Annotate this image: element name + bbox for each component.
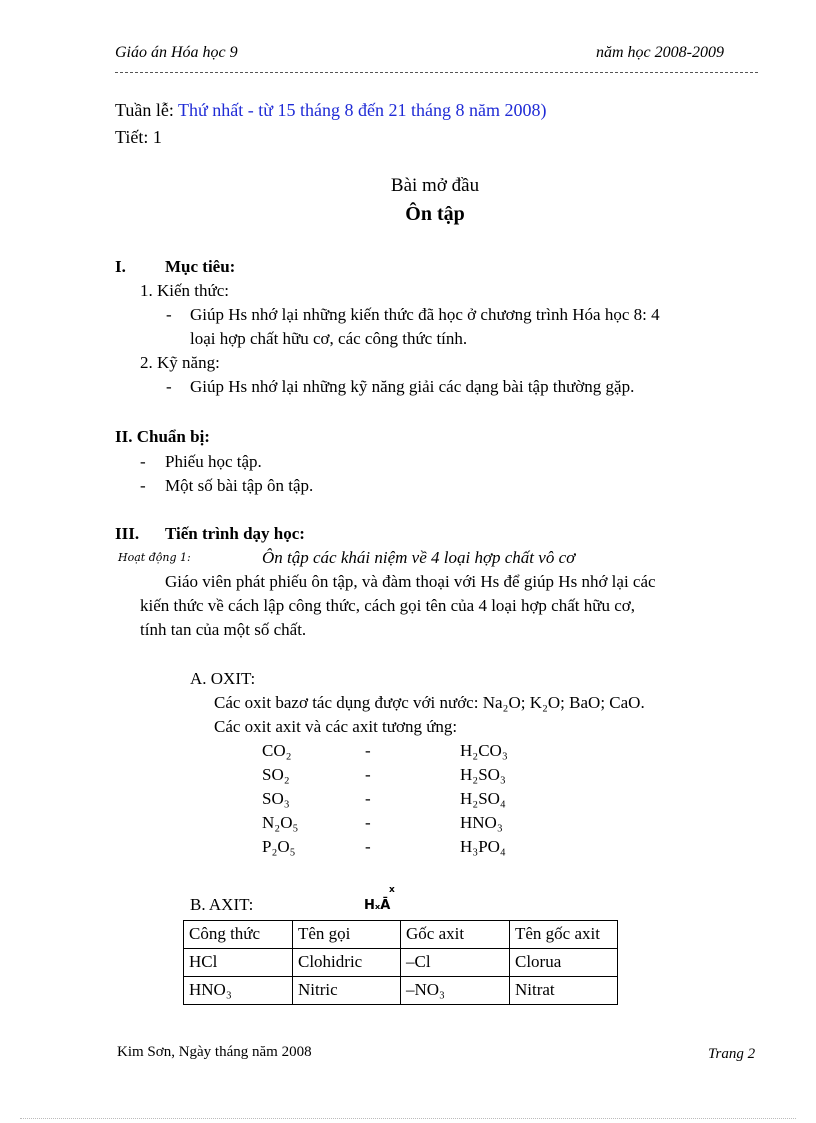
sec1-number: I. <box>115 257 126 276</box>
sec2-title: II. Chuẩn bị: <box>115 427 210 446</box>
oxide-formula: N₂O₅ <box>262 813 299 832</box>
table-row <box>184 949 618 977</box>
table-cell: Clorua <box>510 949 618 977</box>
week-value: Thứ nhất - từ 15 tháng 8 đến 21 tháng 8 năm 2008) <box>178 100 547 120</box>
header-left: Giáo án Hóa học 9 <box>115 44 238 61</box>
acid-formula: H₂SO₃ <box>460 765 506 784</box>
table-row <box>184 977 618 1005</box>
pair-dash: - <box>365 741 371 760</box>
sec1-item1-text1: Giúp Hs nhớ lại những kiến thức đã học ở chương trình Hóa học 8: 4 <box>190 305 660 324</box>
header-divider <box>115 72 758 73</box>
bullet-dash: - <box>140 452 146 471</box>
oxide-formula: CO₂ <box>262 741 292 760</box>
axit-heading: B. AXIT: <box>190 895 254 914</box>
oxit-line1: Các oxit bazơ tác dụng được với nước: Na₂O; K₂O; BaO; CaO. <box>214 693 645 712</box>
table-cell: Clohidric <box>293 949 401 977</box>
header-right: năm học 2008-2009 <box>596 44 724 61</box>
pair-dash: - <box>365 765 371 784</box>
bullet-dash: - <box>140 476 146 495</box>
sec2-bullet2: Một số bài tập ôn tập. <box>165 476 314 495</box>
table-cell: Nitric <box>293 977 401 1005</box>
period: Tiết: 1 <box>115 127 162 147</box>
sec1-item1: 1. Kiến thức: <box>140 281 230 300</box>
sec3-para-line3: tính tan của một số chất. <box>140 620 307 639</box>
table-cell: –NO₃ <box>401 977 510 1005</box>
sec3-para-line1: Giáo viên phát phiếu ôn tập, và đàm thoại với Hs để giúp Hs nhớ lại các <box>165 572 656 591</box>
acid-formula: H₂SO₄ <box>460 789 506 808</box>
pair-dash: - <box>365 837 371 856</box>
activity-title: Ôn tập các khái niệm về 4 loại hợp chất vô cơ <box>262 548 576 567</box>
table-header-cell: Tên gọi <box>293 921 401 949</box>
sec1-item1-text2: loại hợp chất hữu cơ, các công thức tính. <box>190 329 468 348</box>
sec3-title: Tiến trình dạy học: <box>165 524 305 543</box>
acid-table <box>183 920 618 1005</box>
table-header-cell: Gốc axit <box>401 921 510 949</box>
table-cell: HNO₃ <box>184 977 293 1005</box>
oxide-formula: P₂O₅ <box>262 837 296 856</box>
oxit-heading: A. OXIT: <box>190 669 256 688</box>
lesson-subtitle: Ôn tập <box>405 203 465 225</box>
table-header-cell: Tên gốc axit <box>510 921 618 949</box>
lesson-title: Bài mở đầu <box>390 175 480 196</box>
week-line <box>115 100 546 121</box>
acid-formula: H₂CO₃ <box>460 741 508 760</box>
acid-formula: HNO₃ <box>460 813 503 832</box>
acid-formula: H₃PO₄ <box>460 837 506 856</box>
sec3-number: III. <box>115 524 140 543</box>
table-cell: Nitrat <box>510 977 618 1005</box>
acid-general-formula: HₓĀ <box>364 898 391 913</box>
bullet-dash: - <box>166 305 172 324</box>
sec3-para-line2: kiến thức về cách lập công thức, cách gọi tên của 4 loại hợp chất hữu cơ, <box>140 596 635 615</box>
week-label: Tuần lễ: <box>115 100 174 120</box>
sec2-bullet1: Phiếu học tập. <box>165 452 262 471</box>
formula-marks: x <box>389 885 395 895</box>
sec1-item2: 2. Kỹ năng: <box>140 353 220 372</box>
footer-right: Trang 2 <box>708 1046 756 1062</box>
pair-dash: - <box>365 813 371 832</box>
oxide-formula: SO₃ <box>262 789 290 808</box>
oxide-formula: SO₂ <box>262 765 290 784</box>
table-header-cell: Công thức <box>184 921 293 949</box>
table-cell: –Cl <box>401 949 510 977</box>
table-header-row <box>184 921 618 949</box>
page-bottom-rule <box>20 1118 796 1119</box>
activity-label: Hoạt động 1: <box>118 551 191 564</box>
sec1-title: Mục tiêu: <box>165 257 236 276</box>
table-cell: HCl <box>184 949 293 977</box>
pair-dash: - <box>365 789 371 808</box>
sec1-item2-text: Giúp Hs nhớ lại những kỹ năng giải các dạng bài tập thường gặp. <box>190 377 635 396</box>
oxit-line2: Các oxit axit và các axit tương ứng: <box>214 717 458 736</box>
bullet-dash: - <box>166 377 172 396</box>
footer-left: Kim Sơn, Ngày tháng năm 2008 <box>117 1044 312 1060</box>
